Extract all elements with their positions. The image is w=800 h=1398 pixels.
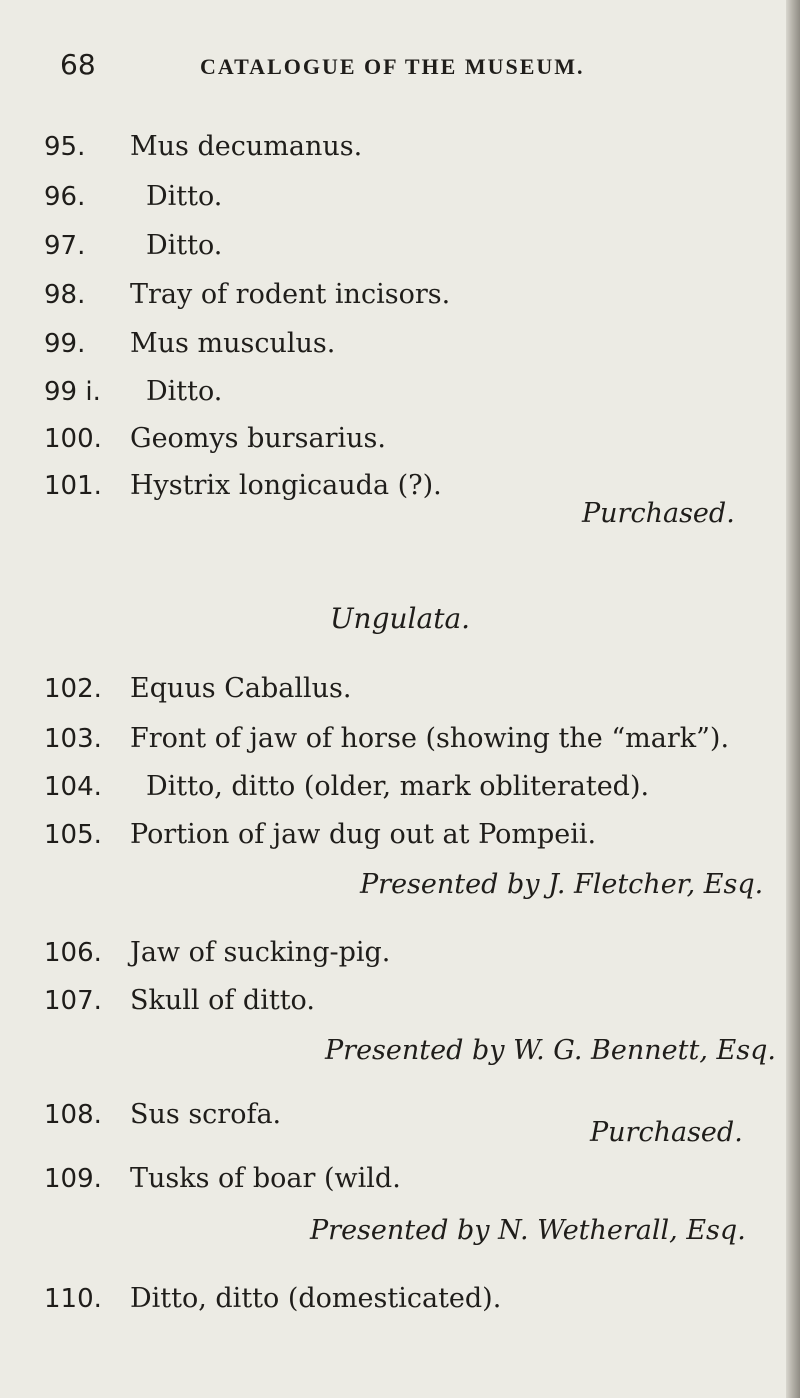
catalogue-entry (0, 126, 790, 168)
provenance-note: Presented by W. G. Bennett, Esq. (325, 1035, 776, 1066)
entry-text: Jaw of sucking-pig. (130, 937, 391, 968)
entry-number: 106. (44, 938, 102, 968)
catalogue-entry (0, 932, 790, 974)
entry-text: Ditto. (146, 376, 223, 407)
entry-text: Ditto, ditto (older, mark obliterated). (146, 771, 650, 802)
entry-number: 96. (44, 182, 86, 212)
entry-text: Hystrix longicauda (?). (130, 470, 442, 501)
catalogue-entry (0, 1158, 790, 1200)
catalogue-entry (0, 418, 790, 460)
entry-number: 109. (44, 1164, 102, 1194)
entry-text: Mus decumanus. (130, 131, 363, 162)
entry-number: 107. (44, 986, 102, 1016)
page-number: 68 (60, 48, 96, 81)
entry-number: 103. (44, 724, 102, 754)
provenance-note: Purchased. (582, 498, 735, 529)
catalogue-entry (0, 766, 790, 808)
entry-number: 99. (44, 329, 86, 359)
catalogue-entry (0, 225, 790, 267)
entry-text: Ditto. (146, 181, 223, 212)
entry-text: Mus musculus. (130, 328, 336, 359)
entry-number: 104. (44, 772, 102, 802)
provenance-note: Purchased. (590, 1117, 743, 1148)
section-title: Ungulata. (329, 602, 471, 635)
catalogue-entry (0, 371, 790, 413)
running-head: CATALOGUE OF THE MUSEUM. (200, 54, 585, 79)
provenance-note: Presented by J. Fletcher, Esq. (360, 869, 764, 900)
catalogue-entry (0, 668, 790, 710)
entry-number: 105. (44, 820, 102, 850)
entry-number: 110. (44, 1284, 102, 1314)
entry-number: 95. (44, 132, 86, 162)
entry-text: Sus scrofa. (130, 1099, 282, 1130)
entry-number: 99 i. (44, 377, 101, 407)
entry-number: 98. (44, 280, 86, 310)
catalogue-entry (0, 980, 790, 1022)
catalogue-entry (0, 1278, 790, 1320)
entry-number: 100. (44, 424, 102, 454)
entry-text: Equus Caballus. (130, 673, 352, 704)
catalogue-entry (0, 323, 790, 365)
catalogue-entry (0, 176, 790, 218)
entry-number: 108. (44, 1100, 102, 1130)
catalogue-entry (0, 814, 790, 856)
entry-text: Tray of rodent incisors. (130, 279, 451, 310)
entry-number: 102. (44, 674, 102, 704)
entry-text: Tusks of boar (wild. (130, 1163, 401, 1194)
page-header (60, 48, 760, 88)
catalogue-entry (0, 274, 790, 316)
entry-text: Portion of jaw dug out at Pompeii. (130, 819, 597, 850)
entry-text: Skull of ditto. (130, 985, 315, 1016)
entry-text: Front of jaw of horse (showing the “mark”). (130, 723, 730, 754)
entry-text: Ditto, ditto (domesticated). (130, 1283, 502, 1314)
entry-number: 101. (44, 471, 102, 501)
catalogue-entry (0, 718, 790, 760)
provenance-note: Presented by N. Wetherall, Esq. (310, 1215, 746, 1246)
entry-text: Ditto. (146, 230, 223, 261)
entry-number: 97. (44, 231, 86, 261)
entry-text: Geomys bursarius. (130, 423, 386, 454)
